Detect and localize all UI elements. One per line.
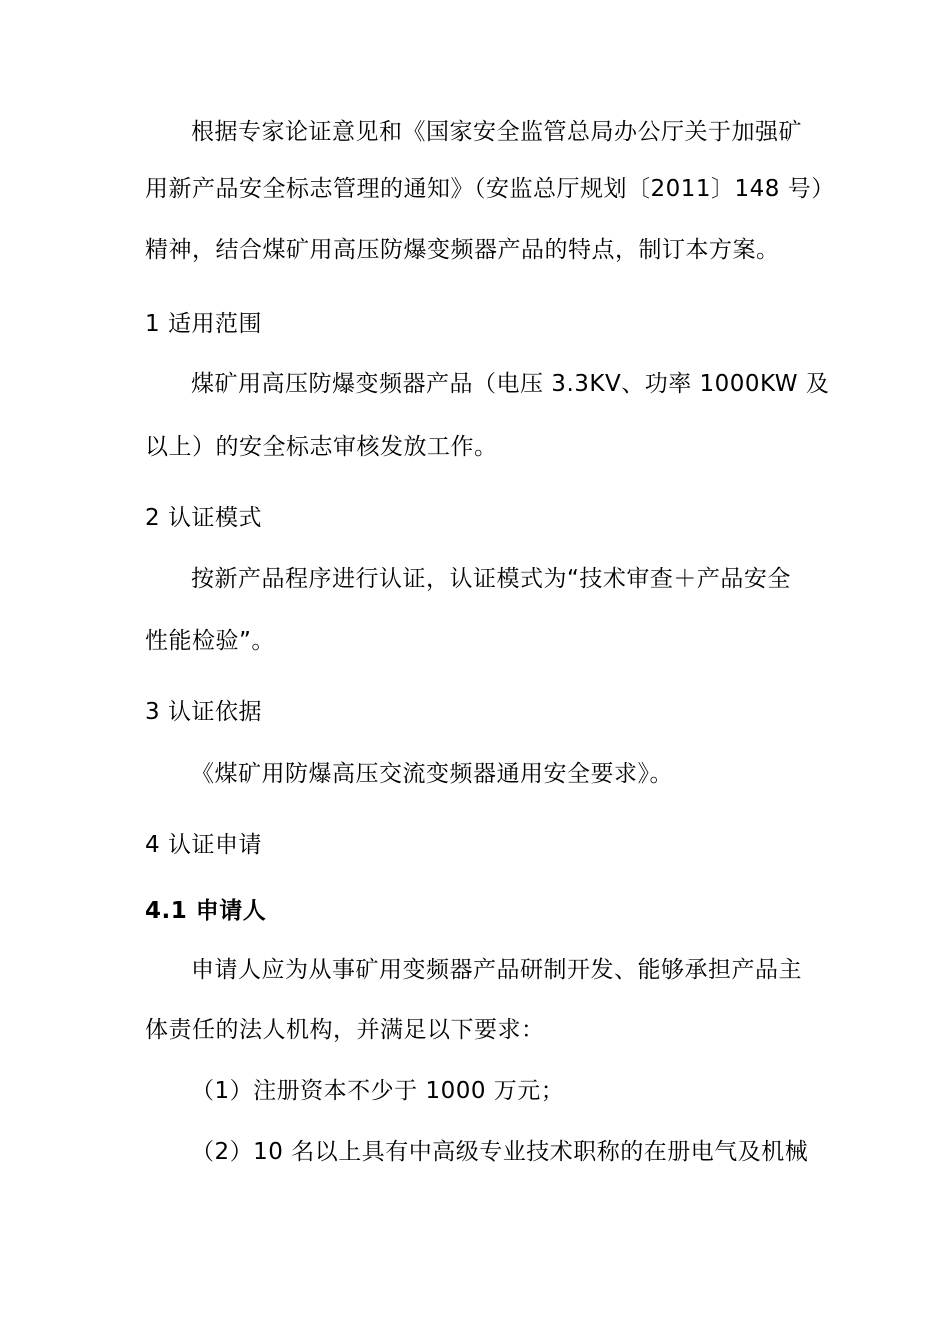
requirement-item-2: （2）10 名以上具有中高级专业技术职称的在册电气及机械 bbox=[191, 1139, 809, 1165]
section-4-1-line-1: 申请人应为从事矿用变频器产品研制开发、能够承担产品主 bbox=[191, 957, 802, 983]
section-2-line-1: 按新产品程序进行认证，认证模式为“技术审查＋产品安全 bbox=[191, 566, 791, 592]
intro-line-3: 精神，结合煤矿用高压防爆变频器产品的特点，制订本方案。 bbox=[145, 237, 780, 263]
section-2-line-2: 性能检验”。 bbox=[145, 628, 275, 654]
section-4-1-heading: 4.1 申请人 bbox=[145, 898, 267, 924]
section-1-line-2: 以上）的安全标志审核发放工作。 bbox=[145, 434, 498, 460]
section-4-1-line-2: 体责任的法人机构，并满足以下要求： bbox=[145, 1017, 545, 1043]
intro-line-1: 根据专家论证意见和《国家安全监管总局办公厅关于加强矿 bbox=[191, 119, 802, 145]
section-1-line-1: 煤矿用高压防爆变频器产品（电压 3.3KV、功率 1000KW 及 bbox=[191, 371, 830, 397]
requirement-item-1: （1）注册资本不少于 1000 万元； bbox=[191, 1078, 565, 1104]
section-4-heading: 4 认证申请 bbox=[145, 832, 262, 858]
section-2-heading: 2 认证模式 bbox=[145, 505, 262, 531]
section-3-line-1: 《煤矿用防爆高压交流变频器通用安全要求》。 bbox=[191, 761, 673, 787]
section-3-heading: 3 认证依据 bbox=[145, 699, 262, 725]
section-1-heading: 1 适用范围 bbox=[145, 311, 262, 337]
intro-line-2: 用新产品安全标志管理的通知》（安监总厅规划〔2011〕148 号） bbox=[145, 176, 835, 202]
